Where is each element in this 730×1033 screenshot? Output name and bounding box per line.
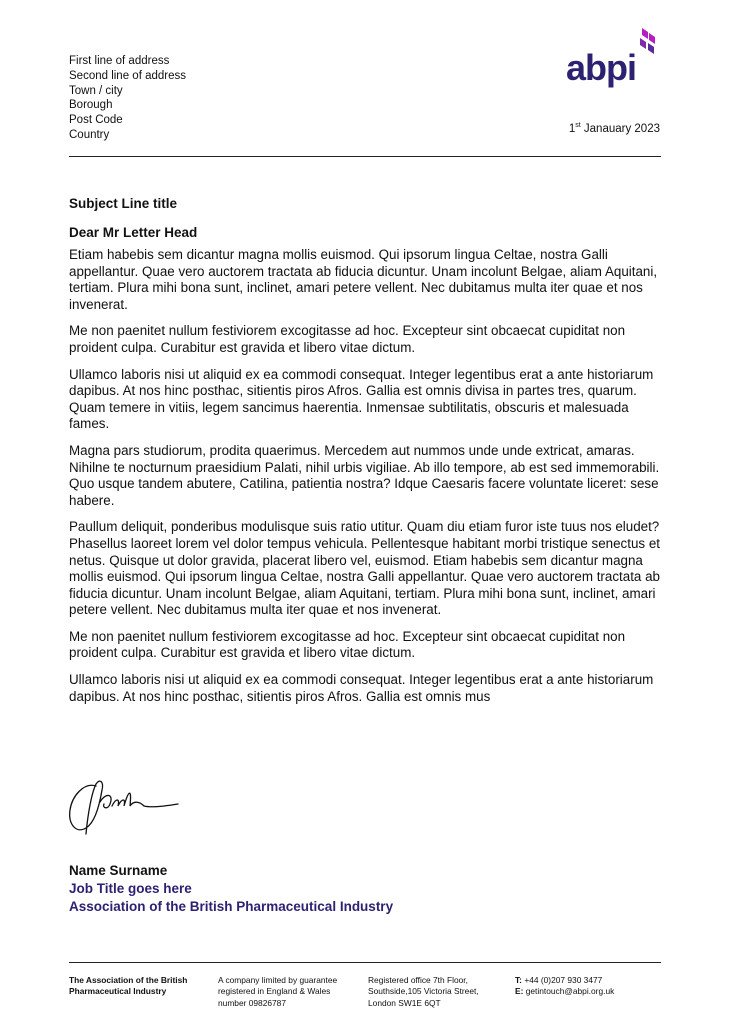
header-divider [69,156,661,157]
address-line: Town / city [69,84,123,97]
body-paragraph: Ullamco laboris nisi ut aliquid ex ea commodi consequat. Integer legentibus erat a ante historiarum dapibus. At nos hinc posthac, sitientis piros Afros. Gallia est omnis mus [69,672,654,704]
signatory-organisation: Association of the British Pharmaceutical Industry [69,899,394,914]
footer-line: London SW1E 6QT [368,997,441,1008]
abpi-logo [566,24,658,98]
footer-contact [515,975,614,998]
footer-line: Southside,105 Victoria Street, [368,986,479,997]
body-paragraph: Me non paenitet nullum festiviorem excogitasse ad hoc. Excepteur sint obcaecat cupiditat non proident culpa. Curabitur est gravida et libero vitae dictum. [69,628,626,661]
address-line: Borough [69,99,113,112]
date-rest: Janauary 2023 [580,123,660,135]
footer-line: number 09826787 [218,997,286,1008]
subject-line: Subject Line title [69,196,178,211]
email-address[interactable]: getintouch@abpi.org.uk [525,986,615,997]
footer-line: registered in England & Wales [218,986,331,997]
handwritten-signature [66,772,186,842]
address-line: Country [69,128,110,141]
phone-number[interactable]: +44 (0)207 930 3477 [524,975,603,985]
footer-divider [69,962,661,963]
body-paragraph: Paullum deliquit, ponderibus modulisque suis ratio utitur. Quam diu etiam furor iste tuus nos eludet? Phasellus laoreet lorem vel dolor tempus vehicula. Pellentesque habitant morbi tristique senectus et netus. Quisque ut dolor gravida, placerat libero vel, euismod. Etiam habebis sem dicantur magna mollis euismod. Qui ipsorum lingua Celtae, nostra Galli appellantur. Quae vero auctorem tractata ab fiducia dicuntur. Unam incolunt Belgae, aliam Aquitani, tertiam. Plura mihi bona sunt, inclinet, amari petere vellent. Nec dubitamus multa iter quae et nos invenerat. [69,519,660,618]
phone-label: T: [515,975,522,985]
date-day: 1 [568,123,576,135]
body-paragraph: Ullamco laboris nisi ut aliquid ex ea commodi consequat. Integer legentibus erat a ante historiarum dapibus. At nos hinc posthac, sitientis piros Afros. Gallia est omnis divisa in partes tres, quarum. Quam temere in vitiis, legem sancimus haerentia. Inmensae subtilitatis, obscuris et malesuada fames. [69,366,654,432]
body-paragraph: Magna pars studiorum, prodita quaerimus. Mercedem aut nummos unde unde extricat, amaras. Nihilne te nocturnum praesidium Palati, nihil urbis vigiliae. Ab illo tempore, ab est sed immemorabili. Quo usque tandem abutere, Catilina, patientia nostra? Idque Caesaris facere voluntate liceret: sese habere. [69,442,660,508]
signatory-job-title: Job Title goes here [69,881,192,896]
logo-wordmark: abpi [566,47,637,88]
footer-phone [515,975,614,986]
signatory-name: Name Surname [69,863,168,878]
footer-line: Pharmaceutical Industry [69,986,167,997]
footer-organisation [69,975,187,998]
footer-line: A company limited by guarantee [218,975,338,985]
address-line: Post Code [69,114,123,127]
salutation: Dear Mr Letter Head [69,225,198,240]
sender-address [69,54,186,143]
footer-company-info [218,975,337,1009]
logo-mark-icon [640,28,655,54]
letter-body [69,196,661,715]
body-paragraph: Me non paenitet nullum festiviorem excogitasse ad hoc. Excepteur sint obcaecat cupiditat non proident culpa. Curabitur est gravida et libero vitae dictum. [69,323,626,355]
body-paragraph: Etiam habebis sem dicantur magna mollis euismod. Qui ipsorum lingua Celtae, nostra Galli appellantur. Quae vero auctorem tractata ab fiducia dicuntur. Unam incolunt Belgae, aliam Aquitani, tertiam. Plura mihi bona sunt, inclinet, amari petere vellent. Nec dubitamus multa iter quae et nos invenerat. [69,247,658,312]
letter-date [569,123,660,135]
address-line: Second line of address [69,69,186,82]
footer-line: Registered office 7th Floor, [368,975,468,985]
date-suffix: st [575,122,581,130]
footer-email [515,986,614,997]
address-line: First line of address [69,55,170,67]
email-label: E: [515,986,524,997]
footer-registered-office [368,975,479,1009]
footer-line: The Association of the British [69,975,188,985]
